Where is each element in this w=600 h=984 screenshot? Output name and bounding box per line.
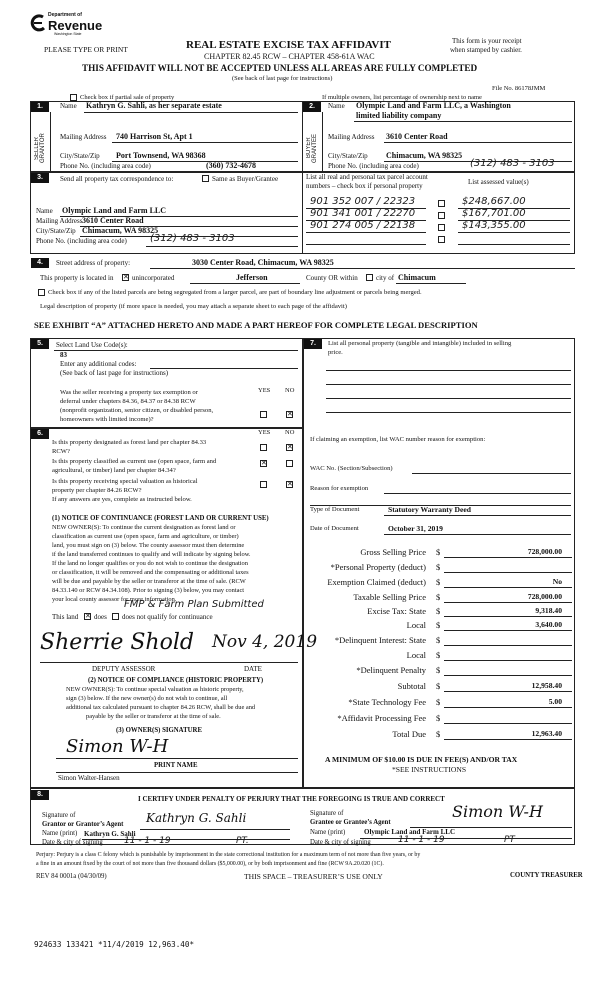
s3-city-label: City/State/Zip [36, 227, 76, 235]
notice1-line: will be due and payable by the seller or transferor at the time of sale. (RCW [52, 578, 246, 585]
segregated-label: Check box if any of the listed parcels are being segregated from a larger parcel, are part of boundary line adjustment or parcels being merged. [48, 289, 422, 296]
owner-signature-title: (3) OWNER(S) SIGNATURE [116, 727, 202, 734]
wac-label: WAC No. (Section/Subsection) [310, 465, 393, 472]
same-as-buyer-checkbox[interactable] [202, 175, 209, 182]
grantor-date-label: Date & city of signing [42, 839, 103, 846]
grantor-sig-label-1: Signature of [42, 812, 76, 819]
logo-line2: Revenue [48, 18, 103, 33]
tax-row-value: 5.00 [548, 697, 562, 706]
assessor-signature: Sherrie Shold [40, 630, 194, 655]
tax-row-value: 12,958.40 [531, 681, 562, 690]
treasurer-space: THIS SPACE – TREASURER’S USE ONLY [244, 872, 383, 881]
tax-row-value: 728,000.00 [527, 592, 562, 601]
assessed-value: $143,355.00 [462, 220, 526, 231]
cashier-stamp: 924633 133421 *11/4/2019 12,963.40* [34, 940, 195, 949]
tax-row-dollar: $ [436, 650, 441, 660]
land-use-label: Select Land Use Code(s): [56, 341, 128, 349]
exemption-q-line3: (nonprofit organization, senior citizen, or disabled person, [60, 407, 214, 414]
parcel-number: 901 274 005 / 22138 [310, 220, 416, 231]
current-use-q-line2: agricultural, or timber) land per chapter 84.34? [52, 467, 176, 474]
see-instructions: *SEE INSTRUCTIONS [392, 765, 467, 774]
notice1-line: or classification, it will be removed and the compensating or additional taxes [52, 569, 249, 576]
historic-q-line1: Is this property receiving special valuation as historical [52, 478, 198, 485]
this-land-label: This land [52, 613, 79, 621]
assessed-value: $167,701.00 [462, 208, 526, 219]
county-treasurer: COUNTY TREASURER [510, 872, 583, 879]
tax-row-label: *Delinquent Penalty [356, 665, 426, 675]
tax-row-value: 9,318.40 [535, 606, 562, 615]
assessed-header: List assessed value(s) [468, 178, 529, 186]
city-name: Chimacum [398, 273, 436, 282]
additional-codes-label: Enter any additional codes: [60, 360, 137, 368]
notice1-line: 84.33.140 or RCW 84.34.108). Prior to signing (3) below, you may contact [52, 587, 245, 594]
seller-name-label: Name [60, 102, 77, 110]
tax-row-dollar: $ [436, 547, 441, 557]
buyer-name-label: Name [328, 102, 345, 110]
exhibit-note: SEE EXHIBIT “A” ATTACHED HERETO AND MADE A PART HEREOF FOR COMPLETE LEGAL DESCRIPTION [34, 320, 478, 330]
logo-line1: Department of [48, 12, 82, 18]
dor-logo [30, 12, 103, 42]
parcel-number: 901 341 001 / 22270 [310, 208, 416, 219]
perjury-line2: a fine in an amount fixed by the court of not more than five thousand dollars ($5,000.00), or by both imprisonment and fine (RCW 9A.20.020 (1C). [36, 861, 384, 867]
grantor-signature: Kathryn G. Sahli [146, 811, 247, 825]
s3-city: Chimacum, WA 98325 [82, 226, 159, 235]
city-of-label: city of [376, 274, 395, 282]
section-1-number: 1. [31, 102, 49, 112]
receipt-note-2: when stamped by cashier. [450, 46, 522, 54]
section-4-number: 4. [31, 258, 49, 268]
tax-row-label: *Personal Property (deduct) [330, 562, 426, 572]
legal-description-label: Legal description of property (if more space is needed, you may attach a separate sheet to each page of the affidavit) [40, 303, 347, 310]
exemption-q-line1: Was the seller receiving a property tax exemption or [60, 389, 198, 396]
does-label: does [94, 613, 107, 621]
section-7-number: 7. [304, 339, 322, 349]
tax-row-dollar: $ [436, 620, 441, 630]
file-number: File No. 86178JMM [492, 85, 546, 92]
grantee-name: Olympic Land and Farm LLC [364, 828, 456, 836]
current-use-q-line1: Is this property classified as current use (open space, farm and [52, 458, 217, 465]
forest-q-line2: RCW? [52, 448, 70, 455]
tax-row-dollar: $ [436, 681, 441, 691]
multiple-owners-note: If multiple owners, list percentage of ownership next to name [322, 94, 482, 101]
doc-type: Statutory Warranty Deed [388, 505, 471, 514]
rev-number: REV 84 0001a (04/30/09) [36, 873, 107, 880]
historic-q-line2: property per chapter 84.26 RCW? [52, 487, 142, 494]
s3-name: Olympic Land and Farm LLC [62, 206, 167, 215]
tax-row-value: 3,640.00 [535, 620, 562, 629]
personal-property-checkbox[interactable] [438, 224, 445, 231]
seller-name: Kathryn G. Sahli, as her separate estate [86, 101, 222, 110]
exemption-no-checkbox[interactable]: ✕ [287, 410, 293, 418]
certify-statement: I CERTIFY UNDER PENALTY OF PERJURY THAT THE FOREGOING IS TRUE AND CORRECT [138, 795, 445, 803]
grantor-city: PT. [236, 836, 249, 846]
personal-property-label-1: List all personal property (tangible and intangible) included in selling [328, 340, 512, 347]
assessor-date-label: DATE [244, 665, 262, 673]
section-5-number: 5. [31, 339, 49, 349]
buyer-name-line2: limited liability company [356, 111, 442, 120]
tax-row-value: 12,963.40 [531, 729, 562, 738]
county-label: County OR within [306, 274, 358, 282]
logo-line3: Washington State [54, 32, 82, 36]
tax-row-dollar: $ [436, 592, 441, 602]
tax-row-label: *State Technology Fee [348, 697, 426, 707]
notice2-line: payable by the seller or transferor at the time of sale. [86, 713, 221, 720]
notice2-title: (2) NOTICE OF COMPLIANCE (HISTORIC PROPERTY) [88, 677, 264, 684]
s3-name-label: Name [36, 207, 53, 215]
section-8-number: 8. [31, 790, 49, 800]
tax-row-value: No [552, 577, 562, 586]
notice1-line: land, you must sign on (3) below. The county assessor must then determine [52, 542, 245, 549]
buyer-name-line1: Olympic Land and Farm LLC, a Washington [356, 101, 511, 110]
doc-type-label: Type of Document [310, 506, 360, 513]
owner-signature: Simon W-H [66, 736, 169, 757]
tax-row-value: 728,000.00 [527, 547, 562, 556]
parcel-header-1: List all real and personal tax parcel account [306, 173, 428, 181]
grantor-name-label: Name (print) [42, 830, 78, 837]
tax-row-label: Taxable Selling Price [353, 592, 426, 602]
exemption-yes-checkbox[interactable] [260, 411, 267, 418]
forest-yes-checkbox[interactable] [260, 444, 267, 451]
seller-mailing: 740 Harrison St, Apt 1 [116, 132, 193, 141]
form-chapter: CHAPTER 82.45 RCW – CHAPTER 458-61A WAC [204, 52, 375, 61]
tax-row-dollar: $ [436, 577, 441, 587]
grantee-date-label: Date & city of signing [310, 839, 371, 846]
tax-row-dollar: $ [436, 665, 441, 675]
exemption-claim-label: If claiming an exemption, list WAC number reason for exemption: [310, 436, 486, 443]
segregated-checkbox[interactable] [38, 289, 45, 296]
s3-phone-label: Phone No. (including area code) [36, 237, 127, 245]
tax-row-dollar: $ [436, 713, 441, 723]
tax-row-label: Local [406, 620, 426, 630]
tax-row-label: *Affidavit Processing Fee [337, 713, 426, 723]
notice1-title: (1) NOTICE OF CONTINUANCE (FOREST LAND OR CURRENT USE) [52, 515, 269, 522]
s5-yes-header: YES [258, 387, 271, 394]
grantee-sig-label-1: Signature of [310, 810, 344, 817]
please-type: PLEASE TYPE OR PRINT [44, 45, 128, 54]
print-name-label: PRINT NAME [154, 762, 198, 769]
notice1-line: your local county assessor for more information. [52, 596, 177, 603]
current-use-yes-checkbox[interactable]: ✕ [261, 459, 267, 467]
seller-city-label: City/State/Zip [60, 152, 100, 160]
grantor-name: Kathryn G. Sahli [84, 830, 136, 838]
does-not-label: does not qualify for continuance [122, 613, 213, 621]
grantee-name-label: Name (print) [310, 829, 346, 836]
receipt-note-1: This form is your receipt [452, 37, 522, 45]
tax-row-dollar: $ [436, 729, 441, 739]
form-warning: THIS AFFIDAVIT WILL NOT BE ACCEPTED UNLESS ALL AREAS ARE FULLY COMPLETED [82, 63, 478, 73]
section-2-number: 2. [303, 102, 321, 112]
historic-yes-checkbox[interactable] [260, 481, 267, 488]
assessor-date: Nov 4, 2019 [212, 632, 318, 652]
grantor-sig-label-2: Grantor or Grantor’s Agent [42, 821, 124, 828]
grantee-date: 11 - 1 - 19 [398, 835, 445, 845]
does-checkbox[interactable]: ✕ [85, 612, 91, 620]
tax-row-label: Gross Selling Price [360, 547, 426, 557]
see-back: (See back of last page for instructions) [232, 75, 333, 82]
buyer-side-label: BUYER GRANTEE [306, 133, 318, 163]
land-use-code: 83 [60, 351, 67, 359]
tax-row-dollar: $ [436, 697, 441, 707]
notice1-line: if the land transferred continues to qualify and will indicate by signing below. [52, 551, 251, 558]
partial-sale-checkbox[interactable] [70, 94, 77, 101]
historic-no-checkbox[interactable]: ✕ [287, 480, 293, 488]
tax-row-label: *Delinquent Interest: State [334, 635, 426, 645]
handwritten-note: FMP & Farm Plan Submitted [124, 599, 264, 610]
street-address: 3030 Center Road, Chimacum, WA 98325 [192, 258, 334, 267]
seller-mailing-label: Mailing Address [60, 133, 107, 141]
grantee-city: PT [504, 835, 515, 845]
s3-mailing-label: Mailing Address [36, 217, 83, 225]
doc-date: October 31, 2019 [388, 524, 443, 533]
notice1-line: NEW OWNER(S): To continue the current designation as forest land or [52, 524, 236, 531]
exemption-q-line2: deferral under chapters 84.36, 84.37 or 84.38 RCW [60, 398, 196, 405]
notice1-line: classification as current use (open space, farm and agriculture, or timber) [52, 533, 239, 540]
form-title: REAL ESTATE EXCISE TAX AFFIDAVIT [186, 39, 391, 51]
s3-phone: (312) 483 - 3103 [150, 233, 235, 244]
personal-property-checkbox[interactable] [438, 212, 445, 219]
notice1-line: If the land no longer qualifies or you do not wish to continue the designation [52, 560, 248, 567]
reason-label: Reason for exemption [310, 485, 369, 492]
seller-phone-label: Phone No. (including area code) [60, 162, 151, 170]
grantee-signature: Simon W-H [452, 802, 543, 821]
forest-q-line1: Is this property designated as forest land per chapter 84.33 [52, 439, 207, 446]
tax-row-label: Subtotal [397, 681, 426, 691]
current-use-no-checkbox[interactable] [286, 460, 293, 467]
personal-property-checkbox[interactable] [438, 236, 445, 243]
tax-row-dollar: $ [436, 635, 441, 645]
seller-phone: (360) 732-4678 [206, 161, 256, 170]
correspondence-label: Send all property tax correspondence to: [60, 175, 174, 183]
notice2-line: additional tax calculated pursuant to chapter 84.26 RCW, shall be due and [66, 704, 256, 711]
buyer-city-label: City/State/Zip [328, 152, 368, 160]
tax-row-label: Local [406, 650, 426, 660]
assessed-value: $248,667.00 [462, 196, 526, 207]
if-any-yes: If any answers are yes, complete as instructed below. [52, 496, 192, 503]
personal-property-checkbox[interactable] [438, 200, 445, 207]
street-label: Street address of property: [56, 259, 131, 267]
s5-no-header: NO [285, 387, 295, 394]
grantee-sig-label-2: Grantee or Grantee’s Agent [310, 819, 391, 826]
deputy-assessor-label: DEPUTY ASSESSOR [92, 665, 156, 673]
personal-property-label-2: price. [328, 349, 343, 356]
s6-no-header: NO [285, 429, 295, 436]
buyer-mailing: 3610 Center Road [386, 132, 448, 141]
partial-sale-label: Check box if partial sale of property [80, 94, 175, 101]
buyer-city: Chimacum, WA 98325 [386, 151, 463, 160]
does-not-checkbox[interactable] [112, 613, 119, 620]
tax-row-label: Exemption Claimed (deduct) [327, 577, 426, 587]
same-as-buyer-label: Same as Buyer/Grantee [212, 175, 279, 183]
dor-logo-icon [30, 14, 46, 32]
s3-mailing: 3610 Center Road [82, 216, 144, 225]
minimum-due-note: A MINIMUM OF $10.00 IS DUE IN FEE(S) AND/OR TAX [325, 755, 518, 764]
forest-no-checkbox[interactable]: ✕ [287, 443, 293, 451]
parcel-header-2: numbers – check box if personal property [306, 182, 423, 190]
city-of-checkbox[interactable] [366, 274, 373, 281]
section-3-number: 3. [31, 173, 49, 183]
buyer-phone-label: Phone No. (including area code) [328, 162, 419, 170]
located-label: This property is located in [40, 274, 114, 282]
perjury-line1: Perjury: Perjury is a class C felony which is punishable by imprisonment in the state correctional institution for a maximum term of not more than five years, or by [36, 852, 421, 858]
buyer-phone: (312) 483 - 3103 [470, 158, 555, 169]
parcel-number: 901 352 007 / 22323 [310, 196, 416, 207]
tax-row-dollar: $ [436, 562, 441, 572]
land-use-see-back: (See back of last page for instructions) [60, 369, 169, 377]
unincorporated-checkbox[interactable]: ✕ [123, 273, 129, 281]
doc-date-label: Date of Document [310, 525, 359, 532]
tax-row-label: Excise Tax: State [367, 606, 426, 616]
unincorporated-label: unincorporated [132, 274, 175, 282]
notice2-line: NEW OWNER(S): To continue special valuation as historic property, [66, 686, 244, 693]
notice2-line: sign (3) below. If the new owner(s) do not wish to continue, all [66, 695, 228, 702]
county-name: Jefferson [236, 273, 268, 282]
grantor-date: 11 - 1 - 19 [124, 836, 171, 846]
tax-row-dollar: $ [436, 606, 441, 616]
tax-row-label: Total Due [392, 729, 426, 739]
seller-side-label: SELLER GRANTOR [34, 133, 46, 163]
exemption-q-line4: homeowners with limited income)? [60, 416, 154, 423]
s6-yes-header: YES [258, 429, 271, 436]
buyer-mailing-label: Mailing Address [328, 133, 375, 141]
owner-print-name: Simon Walter-Hansen [58, 774, 120, 782]
seller-city: Port Townsend, WA 98368 [116, 151, 206, 160]
section-6-number: 6. [31, 429, 49, 439]
